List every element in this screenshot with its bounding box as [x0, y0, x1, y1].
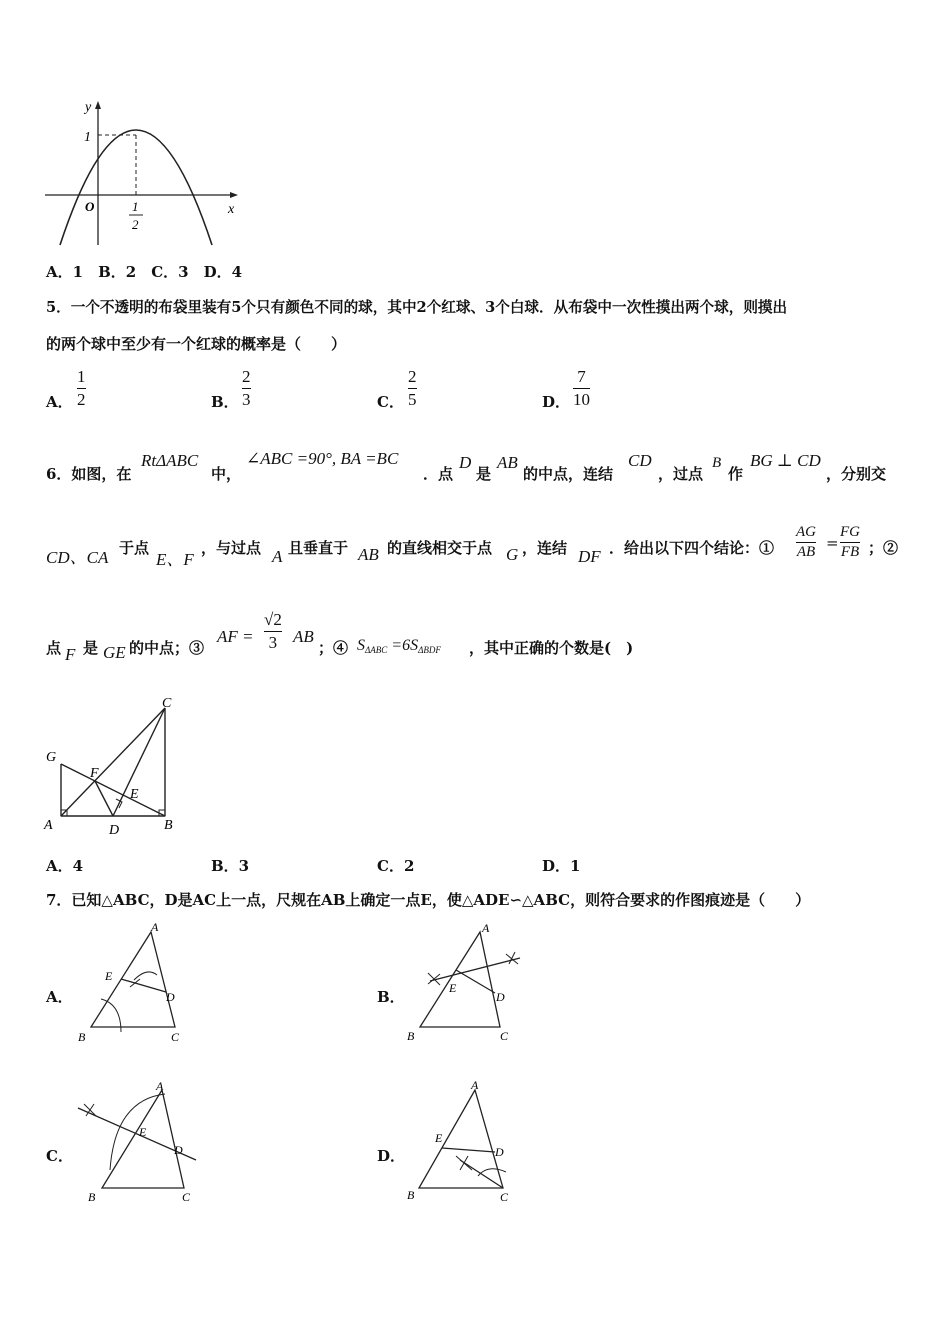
q6-text: ，过点	[658, 465, 704, 483]
label-b: B	[164, 818, 173, 833]
q6-text: ；④	[318, 639, 349, 657]
q5-option-b-frac	[242, 367, 251, 410]
half-den: 2	[132, 217, 139, 232]
q6-area-formula	[357, 637, 441, 655]
q6-math: F	[65, 645, 76, 664]
q6-text: ．点	[423, 465, 454, 483]
x-label: x	[228, 202, 235, 217]
frac-den: AB	[796, 544, 816, 560]
q5-option-c-label: C．	[377, 393, 404, 411]
q6-option-b: B．3	[211, 857, 250, 875]
q6-math: E、F	[156, 550, 194, 569]
q6-math: B	[712, 455, 722, 471]
q6-text: 是	[83, 639, 99, 657]
q6-text: 的中点，连结	[523, 465, 614, 483]
q6-text: ，与过点	[201, 539, 262, 557]
q6-math: A	[272, 547, 283, 566]
frac-den: 5	[408, 390, 417, 409]
q6-math: AB	[358, 545, 379, 564]
label-d: D	[495, 1145, 504, 1159]
q6-text: 点	[46, 639, 62, 657]
half-num: 1	[132, 199, 139, 214]
q6-text: 且垂直于	[288, 539, 349, 557]
q6-option-d: D．1	[542, 857, 581, 875]
label-d: D	[174, 1143, 183, 1157]
eq-6s: =6S	[391, 637, 419, 654]
q6-text: 于点	[119, 539, 150, 557]
q7-figure-b	[402, 918, 537, 1050]
q5-line2: 的两个球中至少有一个红球的概率是（ ）	[46, 335, 347, 353]
q5-option-a-frac	[77, 367, 86, 410]
frac-den: 2	[77, 390, 86, 409]
label-a: A	[471, 1078, 479, 1092]
y-label: y	[85, 100, 92, 115]
frac-den: FB	[840, 544, 860, 560]
q6-option-c: C．2	[377, 857, 415, 875]
label-e: E	[449, 981, 457, 995]
q6-eq: =	[826, 534, 839, 552]
one-label: 1	[84, 130, 91, 145]
q6-math: GE	[103, 643, 126, 662]
label-d: D	[496, 990, 505, 1004]
label-f: F	[90, 766, 99, 781]
q6-text: 6．如图，在	[46, 465, 132, 483]
s-symbol: S	[357, 637, 365, 654]
q6-math: D	[459, 453, 472, 472]
label-g: G	[46, 750, 57, 765]
label-b: B	[78, 1030, 86, 1044]
label-c: C	[500, 1190, 509, 1204]
label-e: E	[435, 1131, 443, 1145]
frac-den: 3	[268, 633, 278, 652]
q6-text: 作	[728, 465, 744, 483]
label-a: A	[482, 921, 490, 935]
frac-den: 3	[242, 390, 251, 409]
frac-num: 2	[408, 367, 417, 386]
q6-text: ；②	[868, 539, 899, 557]
q7-text: 7．已知△ABC，D是AC上一点，尺规在AB上确定一点E，使△ADE∽△ABC，则符合要求的作图痕迹是（ ）	[46, 891, 811, 909]
q7-figure-d	[402, 1076, 527, 1210]
q7-figure-c	[70, 1078, 205, 1208]
frac-num: 2	[242, 367, 251, 386]
q6-frac-sqrt2-3	[264, 610, 282, 653]
q7-option-c-label: C．	[46, 1147, 73, 1165]
q6-math: AB	[293, 627, 314, 646]
q6-math: DF	[578, 547, 601, 566]
label-a: A	[151, 920, 159, 934]
q4-options: A．1 B．2 C．3 D．4	[46, 263, 243, 281]
q6-text: ，分别交	[826, 465, 887, 483]
q6-math: ∠ABC =90°, BA =BC	[246, 449, 399, 468]
label-b: B	[407, 1029, 415, 1043]
q5-line1: 5．一个不透明的布袋里装有5个只有颜色不同的球，其中2个红球、3个白球．从布袋中一次性摸出两个球，则摸出	[46, 299, 788, 316]
q6-math: CD、CA	[46, 548, 109, 567]
q7-option-b-label: B．	[377, 988, 405, 1006]
q6-math: AB	[497, 453, 518, 472]
parabola-graph	[40, 95, 250, 250]
s-abc-sub: ΔABC	[365, 645, 388, 655]
s-bdf-sub: ΔBDF	[418, 645, 441, 655]
label-e: E	[105, 969, 113, 983]
label-c: C	[162, 696, 172, 711]
frac-num: AG	[796, 524, 816, 540]
label-e: E	[130, 787, 139, 802]
frac-num: FG	[840, 524, 860, 540]
q5-option-c-frac	[408, 367, 417, 410]
q6-option-a: A．4	[46, 857, 84, 875]
q6-text: 是	[476, 465, 492, 483]
q5-option-b-label: B．	[211, 393, 239, 411]
q6-math: RtΔABC	[141, 451, 199, 470]
label-d: D	[109, 823, 120, 838]
q6-text: 的中点；③	[129, 639, 205, 657]
q7-option-d-label: D．	[377, 1147, 406, 1165]
q7-figure-a	[75, 920, 195, 1050]
label-c: C	[500, 1029, 509, 1043]
frac-num: √2	[264, 610, 282, 629]
label-b: B	[88, 1190, 96, 1204]
q6-text: ．给出以下四个结论：①	[609, 539, 775, 557]
label-c: C	[171, 1030, 180, 1044]
q6-frac-fg-fb	[840, 524, 860, 561]
frac-num: 7	[577, 367, 586, 386]
q6-math: CD	[628, 451, 652, 470]
q6-math: AF =	[217, 627, 254, 646]
label-a: A	[44, 818, 53, 833]
label-b: B	[407, 1188, 415, 1202]
q6-text: ，其中正确的个数是( )	[469, 639, 634, 657]
q6-text: 的直线相交于点	[387, 539, 493, 557]
label-d: D	[166, 990, 175, 1004]
frac-num: 1	[77, 367, 86, 386]
q6-frac-ag-ab	[796, 524, 816, 561]
q5-option-a-label: A．	[46, 393, 73, 411]
frac-den: 10	[573, 390, 590, 409]
q6-math: BG ⊥ CD	[750, 451, 821, 470]
label-c: C	[182, 1190, 191, 1204]
q7-option-a-label: A．	[46, 988, 73, 1006]
q5-option-d-frac	[573, 367, 590, 410]
q6-text: ，连结	[522, 539, 568, 557]
q6-text: 中，	[211, 465, 242, 483]
label-a: A	[156, 1079, 164, 1093]
q5-option-d-label: D．	[542, 393, 571, 411]
origin-label: O	[85, 199, 95, 214]
label-e: E	[139, 1125, 147, 1139]
q6-figure	[40, 695, 190, 840]
q6-math: G	[506, 545, 519, 564]
